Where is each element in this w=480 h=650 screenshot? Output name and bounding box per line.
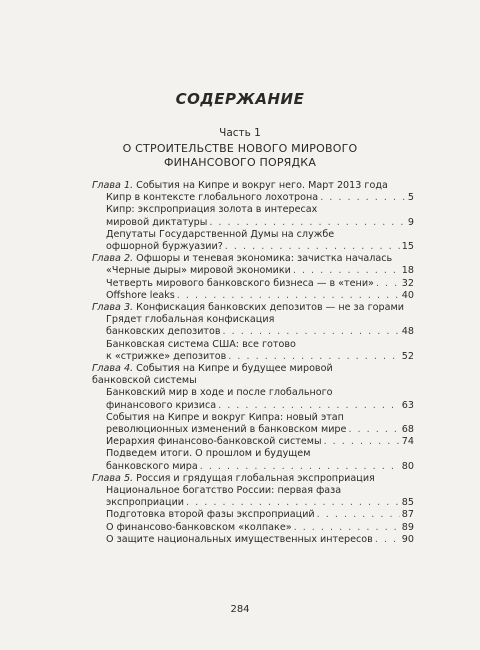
page-ref: 74	[401, 436, 414, 448]
dot-leader	[177, 290, 400, 302]
page-ref: 15	[401, 241, 414, 253]
page-ref: 5	[407, 192, 414, 204]
entry-title-cont: офшорной буржуазии?	[106, 241, 223, 253]
entry-title: Кипр в контексте глобального лохотрона	[106, 192, 319, 204]
toc-entry[interactable]	[106, 192, 414, 204]
chapter-title: События на Кипре и вокруг него. Март 2013 года	[136, 180, 388, 191]
chapter-title-cont: банковской системы	[92, 375, 197, 387]
toc-entry[interactable]	[106, 522, 414, 534]
toc-entry[interactable]	[106, 339, 414, 363]
dot-leader	[186, 497, 400, 509]
dot-leader	[218, 400, 400, 412]
toc-entry[interactable]	[106, 534, 414, 546]
toc-entry[interactable]	[106, 290, 414, 302]
page-ref: 85	[401, 497, 414, 509]
toc-entry[interactable]	[106, 229, 414, 253]
dot-leader	[200, 461, 400, 473]
chapter-label: Глава 4.	[92, 363, 134, 375]
page-ref: 18	[401, 265, 414, 277]
page-ref: 87	[401, 509, 414, 521]
dot-leader	[223, 326, 400, 338]
dot-leader	[225, 241, 400, 253]
chapter-label: Глава 2.	[92, 253, 134, 265]
part-title	[60, 142, 420, 170]
toc-entry[interactable]	[106, 436, 414, 448]
chapter-title: Офшоры и теневая экономика: зачистка началась	[136, 253, 393, 265]
page-ref: 9	[407, 216, 414, 228]
entry-title: Подведем итоги. О прошлом и будущем	[106, 448, 311, 460]
dot-leader	[320, 192, 406, 204]
part-title-line: О СТРОИТЕЛЬСТВЕ НОВОГО МИРОВОГО	[122, 142, 358, 155]
toc-entry[interactable]	[106, 448, 414, 472]
entry-title-cont: банковских депозитов	[106, 326, 221, 338]
toc-entry[interactable]	[106, 278, 414, 290]
page-ref: 68	[401, 424, 414, 436]
entry-title: Подготовка второй фазы экспроприаций	[106, 509, 315, 521]
chapter-4	[92, 363, 414, 387]
dot-leader	[376, 278, 400, 290]
chapter-label: Глава 1.	[92, 180, 134, 191]
page-ref: 32	[401, 277, 414, 289]
entry-title: События на Кипре и вокруг Кипра: новый этап	[106, 411, 344, 423]
entry-title-cont: мировой диктатуры	[106, 216, 208, 228]
dot-leader	[209, 217, 406, 229]
dot-leader	[294, 522, 400, 534]
chapter-label: Глава 3.	[92, 302, 134, 314]
contents-heading: СОДЕРЖАНИЕ	[175, 90, 305, 108]
page-ref: 48	[401, 326, 414, 338]
entry-title-cont: финансового кризиса	[106, 399, 217, 411]
chapter-2	[92, 253, 414, 265]
entry-title: Кипр: экспроприация золота в интересах	[106, 204, 318, 216]
toc-entry[interactable]	[106, 314, 414, 338]
part-number: Часть 1	[219, 127, 261, 139]
dot-leader	[348, 424, 399, 436]
dot-leader	[293, 265, 400, 277]
page-ref: 40	[401, 289, 414, 301]
entry-title: «Черные дыры» мировой экономики	[106, 265, 291, 277]
entry-title: Банковский мир в ходе и после глобального	[106, 387, 333, 399]
chapter-title: Конфискация банковских депозитов — не за горами	[136, 302, 404, 314]
toc-entry[interactable]	[106, 265, 414, 277]
page-ref: 89	[401, 521, 414, 533]
page-ref: 80	[401, 460, 414, 472]
toc-entry[interactable]	[106, 485, 414, 509]
entry-title: О защите национальных имущественных интересов	[106, 533, 373, 545]
entry-title: Депутаты Государственной Думы на службе	[106, 228, 335, 240]
entry-title: Offshore leaks	[106, 289, 175, 301]
chapter-title: События на Кипре и будущее мировой	[136, 363, 333, 375]
chapter-title: Россия и грядущая глобальная экспроприация	[136, 472, 375, 484]
entry-title-cont: банковского мира	[106, 460, 198, 472]
chapter-label: Глава 5.	[92, 472, 134, 484]
toc-entry[interactable]	[106, 204, 414, 228]
page-number: 284	[230, 604, 250, 615]
entry-title-cont: к «стрижке» депозитов	[106, 350, 227, 362]
entry-title: О финансово-банковском «колпаке»	[106, 521, 292, 533]
chapter-5	[92, 473, 414, 485]
toc-entry[interactable]	[106, 412, 414, 436]
entry-title-cont: экспроприации	[106, 497, 185, 509]
entry-title: Четверть мирового банковского бизнеса — в «тени»	[106, 277, 374, 289]
page-ref: 52	[401, 350, 414, 362]
dot-leader	[375, 534, 400, 546]
entry-title-cont: революционных изменений в банковском мире	[106, 424, 347, 436]
entry-title: Национальное богатство России: первая фаза	[106, 485, 342, 497]
entry-title: Банковская система США: все готово	[106, 338, 296, 350]
page-ref: 63	[401, 399, 414, 411]
chapter-3	[92, 302, 414, 314]
part-title-line: ФИНАНСОВОГО ПОРЯДКА	[163, 156, 317, 169]
dot-leader	[324, 436, 400, 448]
dot-leader	[228, 351, 399, 363]
table-of-contents	[92, 180, 414, 546]
entry-title: Иерархия финансово-банковской системы	[106, 436, 322, 448]
chapter-1	[92, 180, 414, 192]
page-ref: 90	[401, 533, 414, 545]
toc-entry[interactable]	[106, 509, 414, 521]
entry-title: Грядет глобальная конфискация	[106, 314, 275, 326]
toc-entry[interactable]	[106, 387, 414, 411]
dot-leader	[317, 509, 400, 521]
